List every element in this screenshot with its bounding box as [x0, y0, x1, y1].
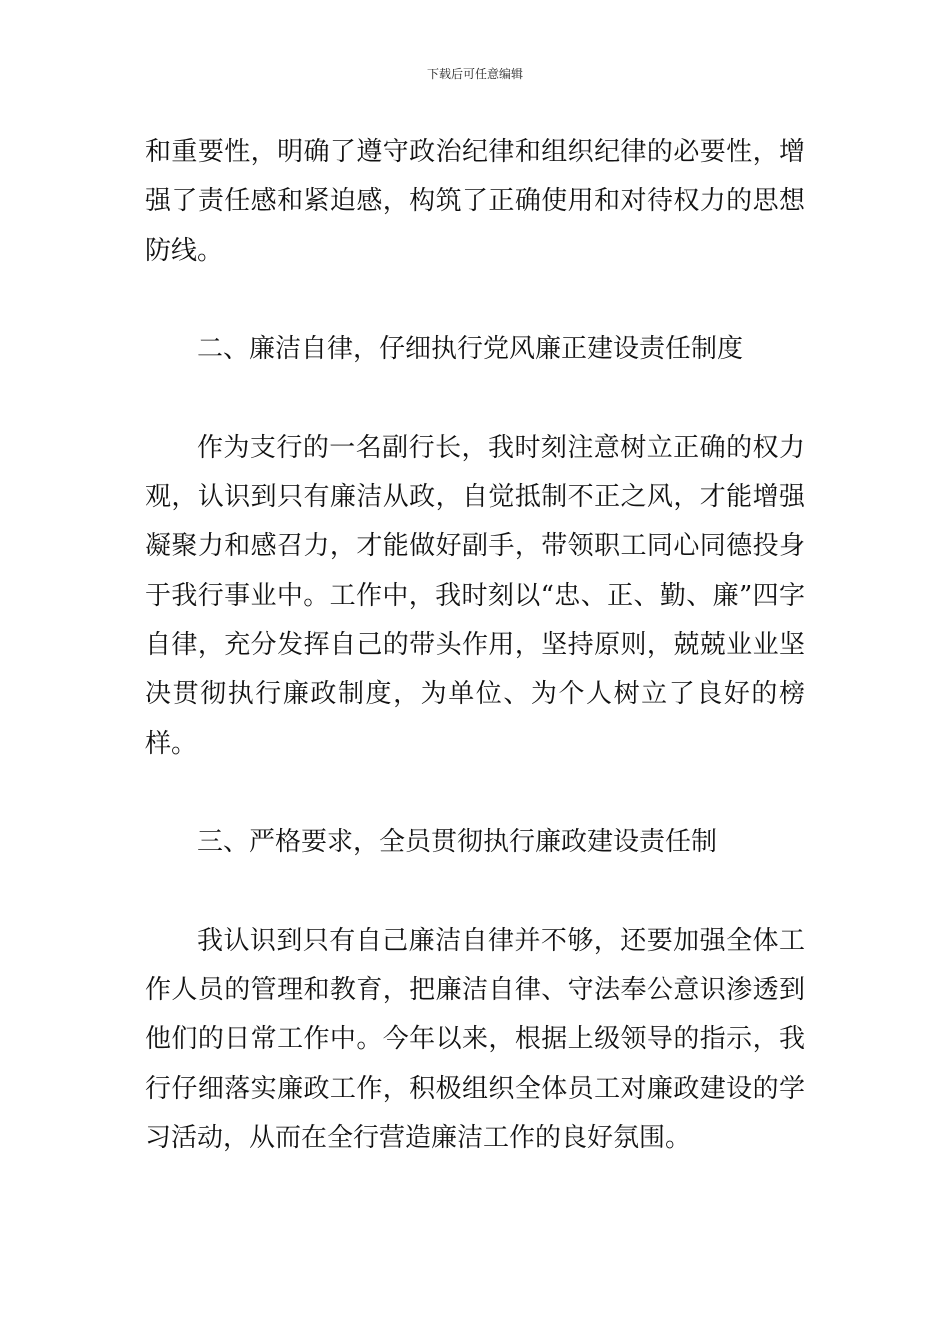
header-note: 下载后可任意编辑 — [426, 67, 523, 81]
paragraph-section-2: 作为支行的一名副行长，我时刻注意树立正确的权力观，认识到只有廉洁从政，自觉抵制不正之风，才能增强凝聚力和感召力，才能做好副手，带领职工同心同德投身于我行事业中。工作中，我时刻以“忠、正、勤、廉”四字自律，充分发挥自己的带头作用，坚持原则，兢兢业业坚决贯彻执行廉政制度，为单位、为个人树立了良好的榜样。 — [145, 432, 805, 759]
document-body — [145, 128, 805, 1163]
paragraph-continuation: 和重要性，明确了遵守政治纪律和组织纪律的必要性，增强了责任感和紧迫感，构筑了正确使用和对待权力的思想防线。 — [145, 137, 805, 266]
section-heading-2: 二、廉洁自律，仔细执行党风廉正建设责任制度 — [197, 334, 744, 365]
section-heading-3: 三、严格要求，全员贯彻执行廉政建设责任制 — [197, 827, 718, 858]
paragraph-section-3: 我认识到只有自己廉洁自律并不够，还要加强全体工作人员的管理和教育，把廉洁自律、守法奉公意识渗透到他们的日常工作中。今年以来，根据上级领导的指示，我行仔细落实廉政工作，积极组织全体员工对廉政建设的学习活动，从而在全行营造廉洁工作的良好氛围。 — [145, 925, 805, 1153]
